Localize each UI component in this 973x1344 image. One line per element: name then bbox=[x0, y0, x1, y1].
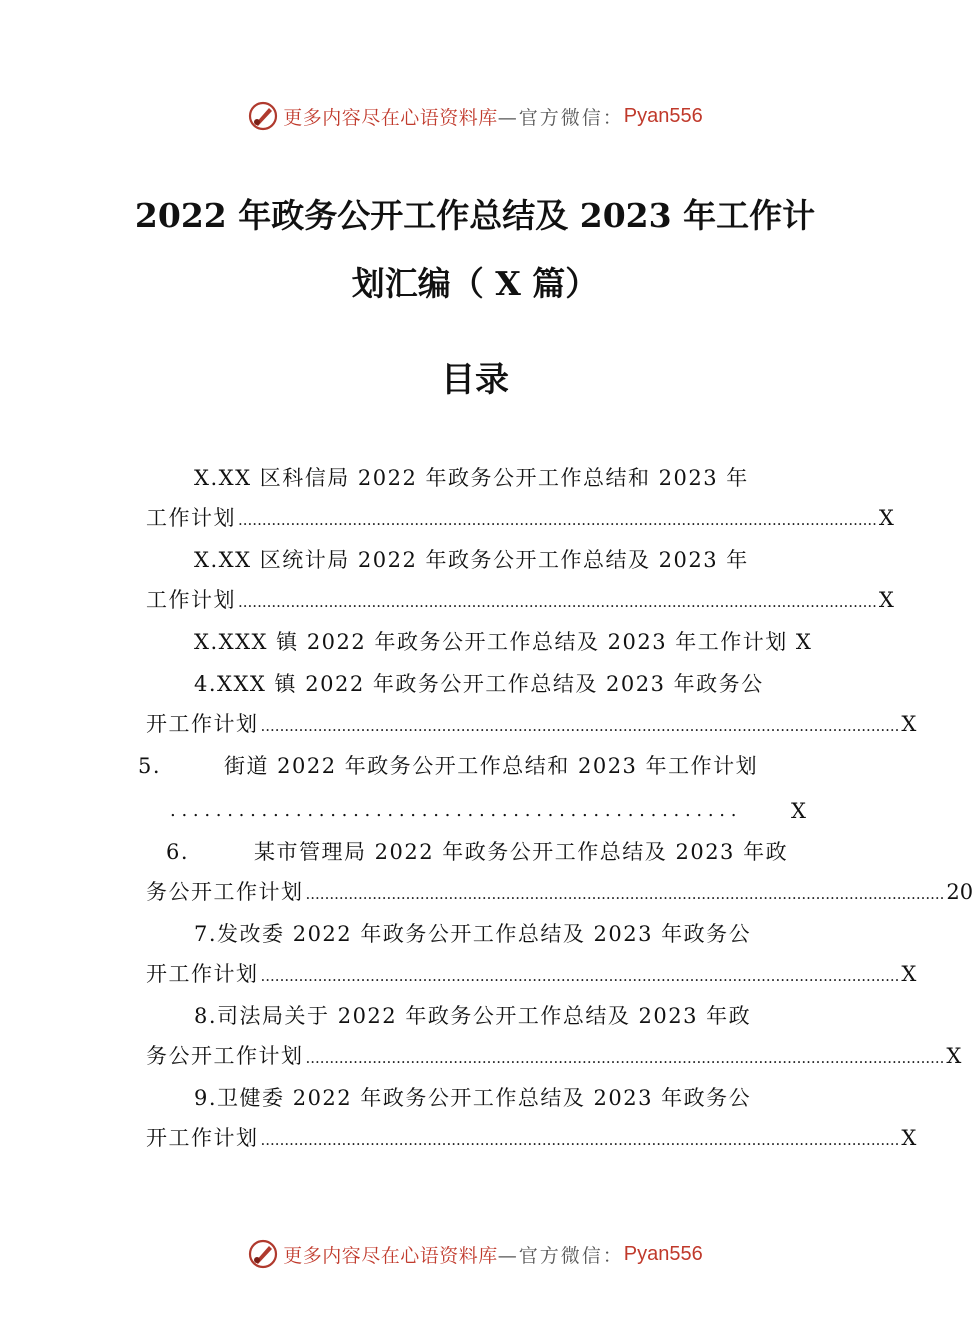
toc-entry-7-line-2[interactable] bbox=[146, 954, 917, 994]
toc-entry-5-line-2[interactable] bbox=[146, 786, 806, 832]
document-title bbox=[110, 182, 840, 318]
banner-wechat-id: Pyan556 bbox=[623, 104, 703, 127]
toc-entry-8-line-2[interactable] bbox=[146, 1036, 962, 1076]
toc-entry-text: 开工作计划 bbox=[146, 712, 259, 736]
toc-entry-2-line-1[interactable]: X.XX 区统计局 2022 年政务公开工作总结及 2023 年 bbox=[194, 548, 749, 572]
leader-dots: ...................................................................................................................................... bbox=[260, 1131, 900, 1149]
toc-entry-text: 工作计划 bbox=[146, 588, 236, 612]
banner-separator-text: —官方微信： bbox=[497, 1244, 624, 1267]
toc-entry-text: 务公开工作计划 bbox=[146, 880, 304, 904]
toc-entry-7-line-1[interactable]: 7.发改委 2022 年政务公开工作总结及 2023 年政务公 bbox=[194, 922, 752, 946]
toc-page-number: X bbox=[901, 712, 917, 736]
banner-wechat-id: Pyan556 bbox=[623, 1242, 703, 1265]
toc-entry-text: 某市管理局 2022 年政务公开工作总结及 2023 年政 bbox=[254, 840, 789, 864]
title-line-1: 2022 年政务公开工作总结及 2023 年工作计 bbox=[134, 196, 816, 235]
banner-main-text: 更多内容尽在心语资料库 bbox=[283, 1244, 498, 1267]
toc-page-number: X bbox=[901, 962, 917, 986]
leader-dots: ...................................................................................................................................... bbox=[260, 717, 900, 735]
toc-entry-5-line-1[interactable] bbox=[138, 746, 806, 786]
leader-dots: ...................................................................................................................................... bbox=[238, 511, 877, 529]
toc-entry-2-line-2[interactable] bbox=[146, 580, 894, 620]
toc-entry-text: 务公开工作计划 bbox=[146, 1044, 304, 1068]
quill-seal-icon bbox=[247, 100, 279, 132]
toc-entry-text: 街道 2022 年政务公开工作总结和 2023 年工作计划 bbox=[224, 754, 759, 778]
toc-entry-6-line-2[interactable] bbox=[146, 872, 973, 912]
toc-entry-9-line-1[interactable]: 9.卫健委 2022 年政务公开工作总结及 2023 年政务公 bbox=[194, 1086, 752, 1110]
footer-banner bbox=[0, 1234, 950, 1274]
leader-dots: . . . . . . . . . . . . . . . . . . . . . . . . . . . . . . . . . . . . . . . . . . . . . . . . . . bbox=[170, 800, 737, 821]
quill-seal-icon bbox=[247, 1238, 279, 1270]
toc-page-number: X bbox=[878, 588, 894, 612]
toc-heading: 目录 bbox=[441, 360, 509, 400]
title-line-2: 划汇编（ X 篇） bbox=[351, 264, 599, 303]
banner-main-text: 更多内容尽在心语资料库 bbox=[283, 106, 498, 129]
toc-entry-text: 开工作计划 bbox=[146, 962, 259, 986]
toc-entry-text: 工作计划 bbox=[146, 506, 236, 530]
leader-dots: ...................................................................................................................................... bbox=[305, 1049, 945, 1067]
toc-page-number: X bbox=[791, 799, 806, 823]
toc-entry-4-line-2[interactable] bbox=[146, 704, 917, 744]
toc-page-number: X bbox=[878, 506, 894, 530]
table-of-contents bbox=[138, 458, 973, 1158]
header-banner bbox=[0, 96, 950, 136]
toc-entry-6-line-1[interactable] bbox=[146, 832, 806, 872]
toc-entry-4-line-1[interactable]: 4.XXX 镇 2022 年政务公开工作总结及 2023 年政务公 bbox=[194, 672, 764, 696]
leader-dots: ...................................................................................................................................... bbox=[238, 593, 877, 611]
banner-separator-text: —官方微信： bbox=[497, 106, 624, 129]
toc-page-number: X bbox=[946, 1044, 962, 1068]
toc-entry-8-line-1[interactable]: 8.司法局关于 2022 年政务公开工作总结及 2023 年政 bbox=[194, 1004, 752, 1028]
toc-entry-9-line-2[interactable] bbox=[146, 1118, 917, 1158]
toc-entry-1-line-2[interactable] bbox=[146, 498, 894, 538]
toc-entry-text: 开工作计划 bbox=[146, 1126, 259, 1150]
toc-page-number: X bbox=[901, 1126, 917, 1150]
leader-dots: ...................................................................................................................................... bbox=[305, 885, 945, 903]
toc-entry-number: 6. bbox=[166, 840, 190, 864]
toc-entry-1-line-1[interactable]: X.XX 区科信局 2022 年政务公开工作总结和 2023 年 bbox=[194, 466, 749, 490]
toc-page-number: 20 bbox=[946, 880, 973, 904]
leader-dots: ...................................................................................................................................... bbox=[260, 967, 900, 985]
toc-entry-number: 5. bbox=[138, 754, 162, 778]
toc-entry-3[interactable]: X.XXX 镇 2022 年政务公开工作总结及 2023 年工作计划 X bbox=[194, 630, 813, 654]
